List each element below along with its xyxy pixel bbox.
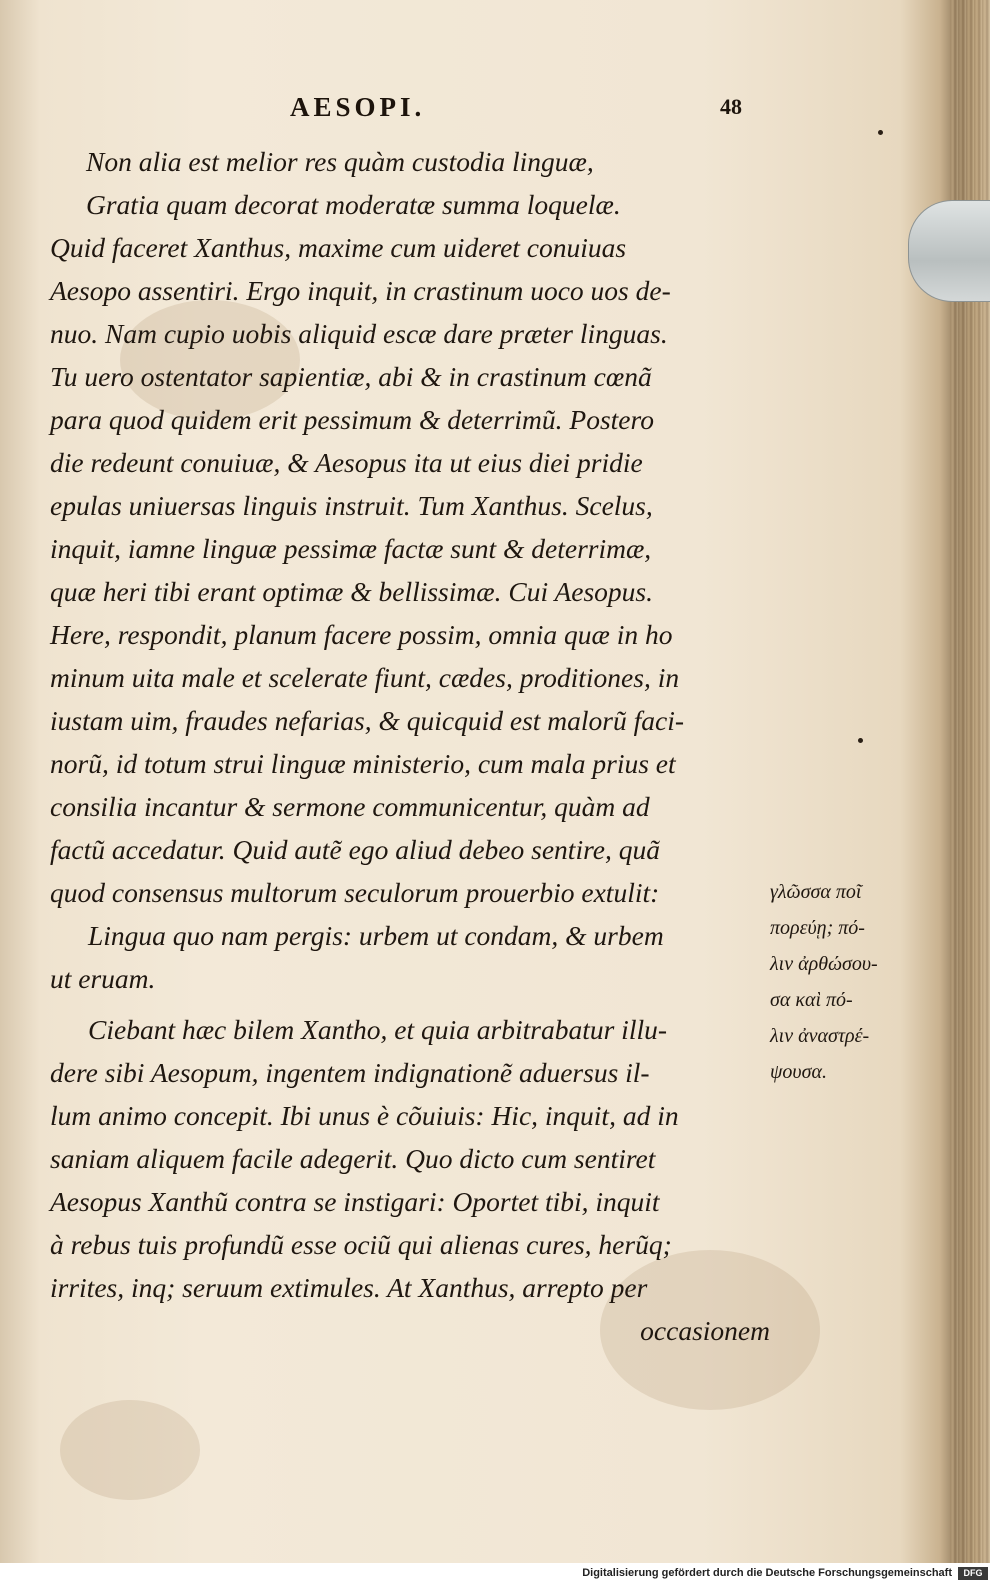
ink-speck <box>878 130 883 135</box>
text-line: Tu uero ostentator sapientiæ, abi & in crastinum cœnã <box>50 361 652 392</box>
text-line: norũ, id totum strui linguæ ministerio, cum mala prius et <box>50 748 676 779</box>
text-line: quæ heri tibi erant optimæ & bellissimæ. Cui Aesopus. <box>50 576 653 607</box>
text-line: Aesopo assentiri. Ergo inquit, in crastinum uoco uos de- <box>50 275 671 306</box>
text-line: para quod quidem erit pessimum & deterrimũ. Postero <box>50 404 654 435</box>
marginal-note <box>770 874 930 1090</box>
margin-line: γλῶσσα ποῖ <box>770 881 862 903</box>
running-head: AESOPI. <box>290 92 426 122</box>
text-line: irrites, inq; seruum extimules. At Xanthus, arrepto per <box>50 1272 648 1303</box>
text-line: quod consensus multorum seculorum prouerbio extulit: <box>50 877 660 908</box>
book-clip <box>908 200 990 302</box>
funding-credit: Digitalisierung gefördert durch die Deutsche Forschungsgemeinschaft <box>582 1567 952 1579</box>
text-line: lum animo concepit. Ibi unus è cõuiuis: Hic, inquit, ad in <box>50 1100 679 1131</box>
paper-stain <box>60 1400 200 1500</box>
text-line: Ciebant hæc bilem Xantho, et quia arbitrabatur illu- <box>88 1014 668 1045</box>
text-line: minum uita male et scelerate fiunt, cædes, proditiones, in <box>50 662 680 693</box>
text-line: à rebus tuis profundũ esse ociũ qui alienas cures, herũq; <box>50 1229 672 1260</box>
footer-bar <box>0 1563 1000 1584</box>
text-line: die redeunt conuiuæ, & Aesopus ita ut eius diei pridie <box>50 447 643 478</box>
ink-speck <box>858 738 863 743</box>
text-line: factũ accedatur. Quid autẽ ego aliud debeo sentire, quã <box>50 834 660 865</box>
dfg-logo: DFG <box>958 1567 988 1580</box>
text-line: inquit, iamne linguæ pessimæ factæ sunt & deterrimæ, <box>50 533 652 564</box>
margin-line: πορεύῃ; πό- <box>770 917 865 939</box>
verse-line: Non alia est melior res quàm custodia linguæ, <box>86 146 594 177</box>
text-line: ut eruam. <box>50 963 156 994</box>
margin-line: σα καὶ πό- <box>770 989 853 1011</box>
margin-line: ψουσα. <box>770 1061 827 1083</box>
text-line: consilia incantur & sermone communicentur, quàm ad <box>50 791 650 822</box>
margin-line: λιν ἀναστρέ- <box>770 1025 870 1047</box>
catchword: occasionem <box>640 1315 770 1346</box>
text-line: Quid faceret Xanthus, maxime cum uideret conuiuas <box>50 232 627 263</box>
page-number: 48 <box>720 94 742 119</box>
body-text <box>50 140 770 1352</box>
verse-line: Gratia quam decorat moderatæ summa loquelæ. <box>86 189 621 220</box>
text-line: Lingua quo nam pergis: urbem ut condam, & urbem <box>88 920 664 951</box>
margin-line: λιν ἀρθώσου- <box>770 953 878 975</box>
text-line: nuo. Nam cupio uobis aliquid escæ dare præter linguas. <box>50 318 668 349</box>
text-line: saniam aliquem facile adegerit. Quo dicto cum sentiret <box>50 1143 656 1174</box>
text-line: epulas uniuersas linguis instruit. Tum Xanthus. Scelus, <box>50 490 653 521</box>
text-line: iustam uim, fraudes nefarias, & quicquid est malorũ faci- <box>50 705 685 736</box>
text-line: Here, respondit, planum facere possim, omnia quæ in ho <box>50 619 673 650</box>
text-line: Aesopus Xanthũ contra se instigari: Oportet tibi, inquit <box>50 1186 660 1217</box>
text-line: dere sibi Aesopum, ingentem indignationẽ aduersus il- <box>50 1057 650 1088</box>
